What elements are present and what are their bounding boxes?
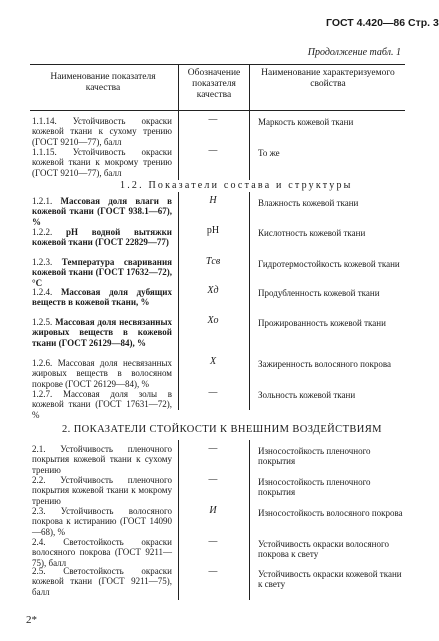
row-1-2-4-symbol: Xд [207,285,219,296]
row-1-2-7-symbol: — [208,387,218,398]
table-row-1-2-1: 1.2.1. Массовая доля влаги в кожевой ткани (ГОСТ 938.1—67), % [32,196,173,227]
section-heading-1-2: 1.2. Показатели состава и структуры [120,180,353,191]
row-2-5-symbol: — [208,566,218,577]
row-2-4-property: Устойчивость окраски волосяного покрова к свету [258,539,389,560]
column-header-symbol: Обозначение показателя качества [187,68,241,100]
row-2-3-property: Износостойкость волосяного покрова [258,508,403,518]
column-divider-2c [249,440,250,600]
row-1-2-7-property: Зольность кожевой ткани [258,390,356,400]
row-1-2-2-symbol: pH [206,225,220,236]
table-row-1-2-4: 1.2.4. Массовая доля дубящих веществ в кожевой ткани, % [32,287,172,308]
table-row-2-2: 2.2. Устойчивость пленочного покрытия кожевой ткани к мокрому трению [32,475,172,506]
table-row-1-2-3: 1.2.3. Температура сваривания кожевой ткани (ГОСТ 17632—72), °С [32,257,172,288]
row-2-5-property: Устойчивость окраски кожевой ткани к свету [258,569,402,590]
row-2-1-property: Износостойкость пленочного покрытия [258,446,371,467]
row-1-2-3-property: Гидротермостойкость кожевой ткани [258,259,400,269]
table-row-1-2-2: 1.2.2. pH водной вытяжки кожевой ткани (ГОСТ 22829—77) [32,227,172,248]
page-header: ГОСТ 4.420—86 Стр. 3 [326,17,439,29]
column-header-property: Наименование характеризуемого свойства [261,68,395,89]
table-row-1-1-15: 1.1.15. Устойчивость окраски кожевой ткани к мокрому трению (ГОСТ 9210—77), балл [32,147,172,178]
row-1-2-1-symbol: H [209,195,217,206]
table-row-2-1: 2.1. Устойчивость пленочного покрытия кожевой ткани к сухому трению [32,444,172,475]
row-1-2-4-property: Продубленность кожевой ткани [258,288,380,298]
row-2-3-symbol: И [209,505,217,516]
table-header-rule [30,110,405,111]
table-row-1-2-7: 1.2.7. Массовая доля золы в кожевой ткани (ГОСТ 17631—72), % [32,389,173,420]
row-1-2-6-property: Зажиренность волосяного покрова [258,359,391,369]
table-row-2-3: 2.3. Устойчивость волосяного покрова к истиранию (ГОСТ 14090—68), % [32,506,172,537]
row-1-2-1-property: Влажность кожевой ткани [258,198,359,208]
row-2-2-symbol: — [208,474,218,485]
row-1-2-3-symbol: Tсв [205,256,221,267]
table-row-2-5: 2.5. Светостойкость окраски кожевой ткани (ГОСТ 9211—75), балл [32,566,172,597]
row-1-1-15-property: То же [258,148,280,158]
row-2-4-symbol: — [208,536,218,547]
table-top-rule [30,64,405,65]
page-footer-mark: 2* [26,614,37,626]
column-header-name: Наименование показателя качества [50,72,156,93]
table-continuation-label: Продолжение табл. 1 [307,47,401,58]
row-2-1-symbol: — [208,443,218,454]
table-row-2-4: 2.4. Светостойкость окраски волосяного покрова (ГОСТ 9211—75), балл [32,537,172,568]
row-1-2-5-symbol: Xо [207,315,219,326]
row-1-2-2-property: Кислотность кожевой ткани [258,228,366,238]
row-1-2-5-property: Прожированность кожевой ткани [258,318,386,328]
table-row-1-2-6: 1.2.6. Массовая доля несвязанных жировых веществ в волосяном покрове (ГОСТ 26129—84), % [32,358,173,389]
row-1-2-6-symbol: X [209,356,217,367]
column-divider-2 [249,64,250,180]
row-1-1-14-symbol: — [208,114,218,125]
table-row-1-1-14: 1.1.14. Устойчивость окраски кожевой ткани к сухому трению (ГОСТ 9210—77), балл [32,116,172,147]
section-heading-2: 2. ПОКАЗАТЕЛИ СТОЙКОСТИ К ВНЕШНИМ ВОЗДЕЙСТВИЯМ [62,424,382,435]
column-divider-2b [249,192,250,410]
row-2-2-property: Износостойкость пленочного покрытия [258,477,371,498]
table-row-1-2-5: 1.2.5. Массовая доля несвязанных жировых веществ в кожевой ткани (ГОСТ 26129—84), % [32,317,172,348]
row-1-1-15-symbol: — [208,145,218,156]
row-1-1-14-property: Маркость кожевой ткани [258,117,354,127]
